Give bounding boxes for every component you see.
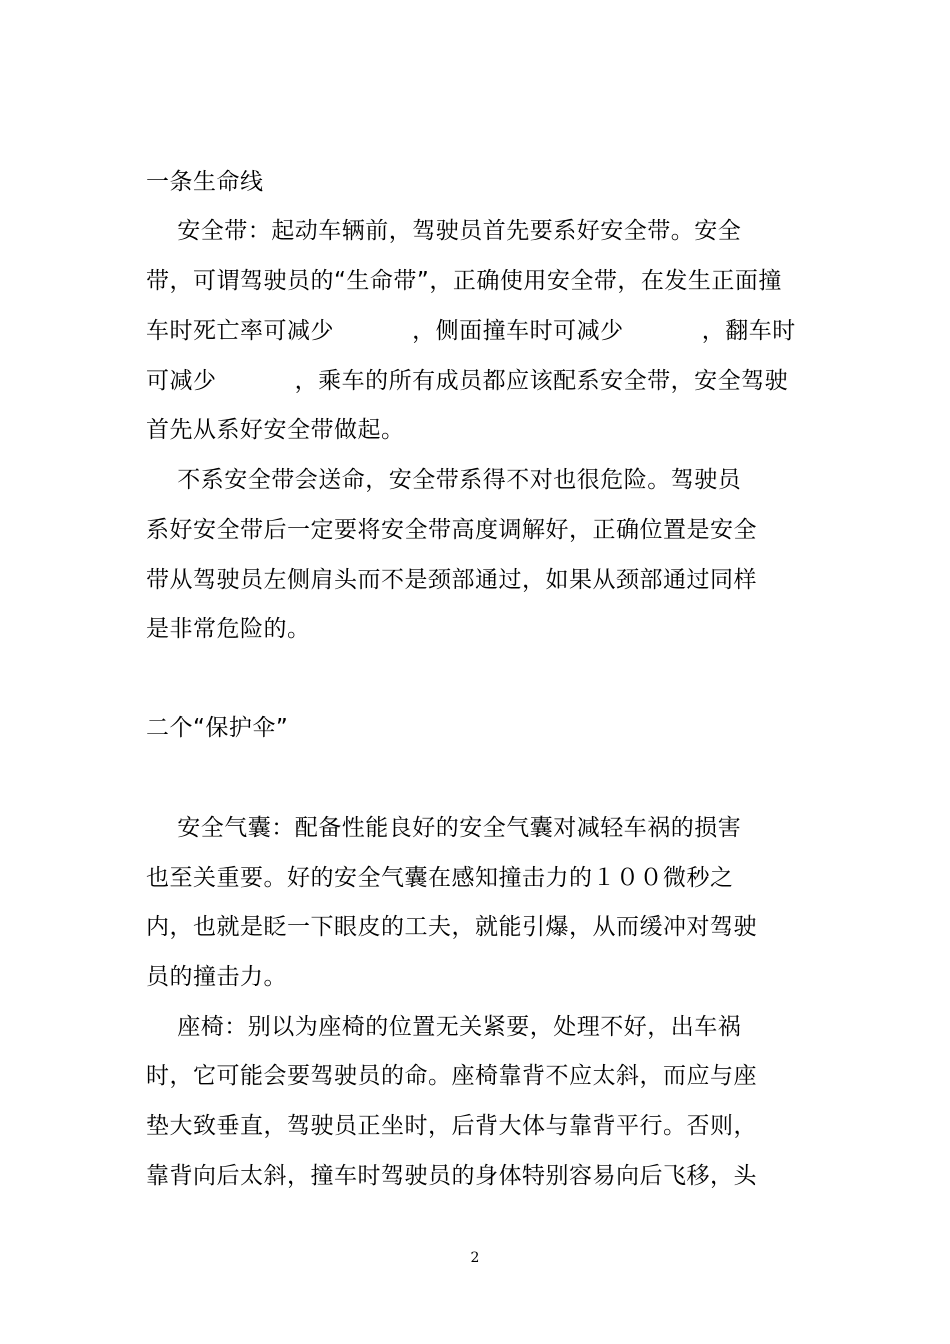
- text-line: 也至关重要。好的安全气囊在感知撞击力的１００微秒之: [146, 865, 734, 891]
- text-line: 员的撞击力。: [146, 964, 287, 990]
- text-line: 垫大致垂直，驾驶员正坐时，后背大体与靠背平行。否则，: [146, 1113, 757, 1139]
- heading-umbrellas: 二个“保护伞”: [146, 715, 289, 741]
- text-line: 带，可谓驾驶员的“生命带”，正确使用安全带，在发生正面撞: [146, 268, 782, 294]
- text-line: 时，它可能会要驾驶员的命。座椅靠背不应太斜，而应与座: [146, 1063, 757, 1089]
- text-line: 车时死亡率可减少 ，侧面撞车时可减少 ，翻车时: [146, 318, 796, 344]
- text-line: 首先从系好安全带做起。: [146, 417, 405, 443]
- text-line: 安全带：起动车辆前，驾驶员首先要系好安全带。安全: [146, 218, 742, 244]
- text-line: 系好安全带后一定要将安全带高度调解好，正确位置是安全: [146, 517, 757, 543]
- text-line: 靠背向后太斜，撞车时驾驶员的身体特别容易向后飞移，头: [146, 1163, 757, 1189]
- text-line: 可减少 ，乘车的所有成员都应该配系安全带，安全驾驶: [146, 368, 789, 394]
- text-line: 内，也就是眨一下眼皮的工夫，就能引爆，从而缓冲对驾驶: [146, 914, 757, 940]
- text-line: 座椅：别以为座椅的位置无关紧要，处理不好，出车祸: [146, 1014, 742, 1040]
- page-number: 2: [470, 1250, 480, 1266]
- heading-lifeline: 一条生命线: [146, 169, 264, 195]
- text-line: 安全气囊：配备性能良好的安全气囊对减轻车祸的损害: [146, 815, 742, 841]
- text-line: 是非常危险的。: [146, 616, 311, 642]
- text-line: 不系安全带会送命，安全带系得不对也很危险。驾驶员: [146, 467, 742, 493]
- text-line: 带从驾驶员左侧肩头而不是颈部通过，如果从颈部通过同样: [146, 567, 757, 593]
